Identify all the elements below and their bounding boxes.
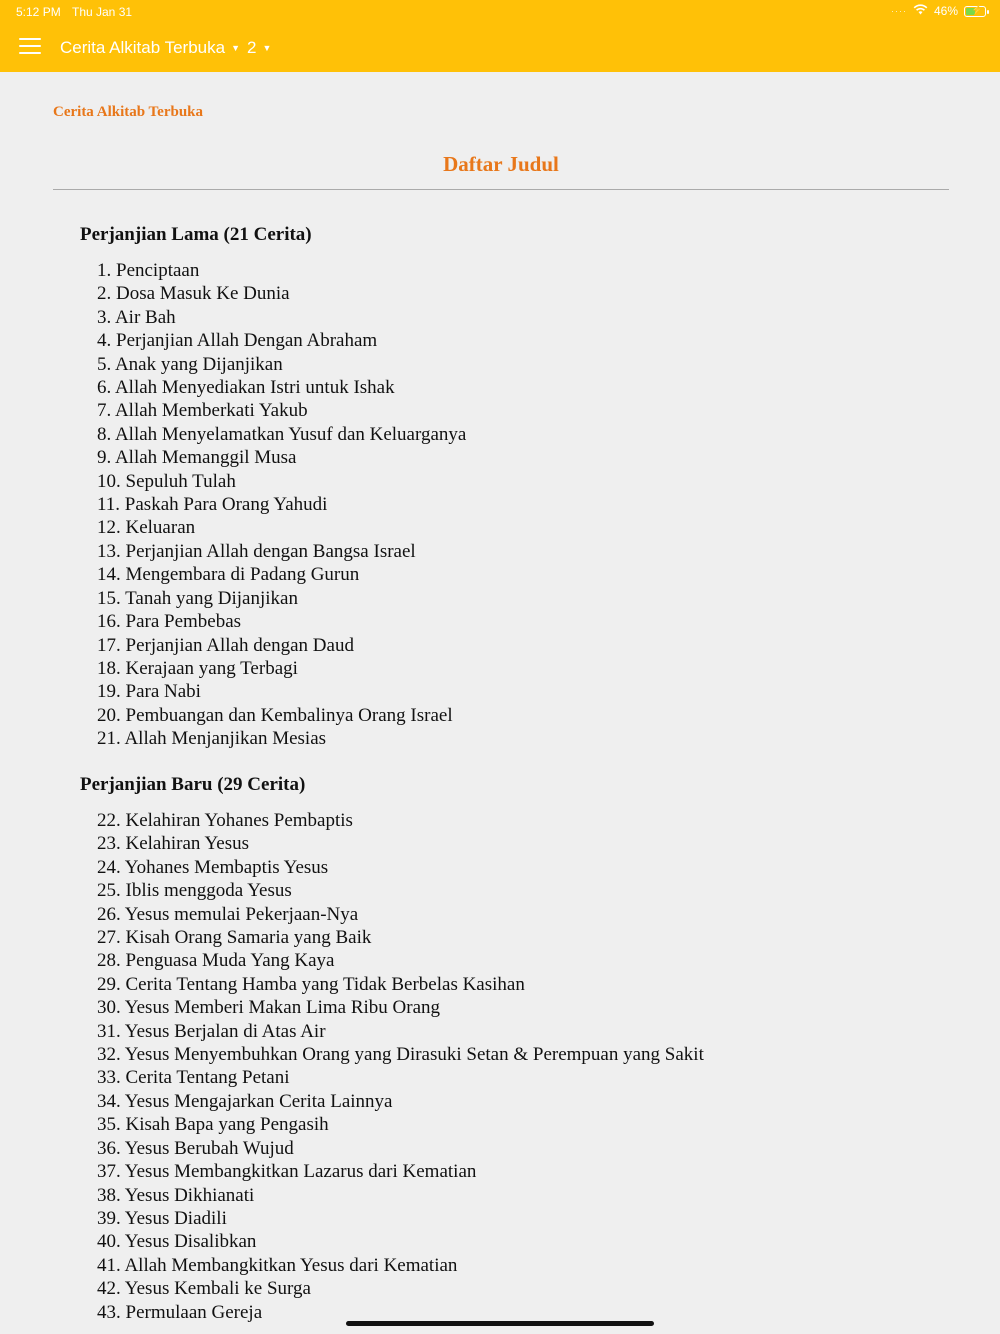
home-indicator: [346, 1321, 654, 1326]
story-list-item[interactable]: 6. Allah Menyediakan Istri untuk Ishak: [97, 377, 395, 399]
story-list-item[interactable]: 36. Yesus Berubah Wujud: [97, 1137, 294, 1159]
status-right: [891, 4, 986, 18]
caret-down-icon: ▼: [231, 43, 240, 53]
caret-down-icon: ▼: [262, 43, 272, 53]
story-list-item[interactable]: 28. Penguasa Muda Yang Kaya: [97, 950, 335, 972]
story-list-item[interactable]: 3. Air Bah: [97, 306, 176, 328]
story-list-item[interactable]: 38. Yesus Dikhianati: [97, 1184, 255, 1206]
story-list-item[interactable]: 35. Kisah Bapa yang Pengasih: [97, 1114, 329, 1136]
story-list-item[interactable]: 9. Allah Memanggil Musa: [97, 447, 297, 469]
story-list-item[interactable]: 43. Permulaan Gereja: [97, 1301, 263, 1323]
story-list-item[interactable]: 25. Iblis menggoda Yesus: [97, 880, 292, 902]
story-list-old-testament: [97, 259, 466, 751]
book-selector[interactable]: [60, 38, 240, 58]
signal-icon: ····: [890, 6, 907, 16]
story-list-item[interactable]: 12. Keluaran: [97, 517, 196, 539]
story-list-item[interactable]: 29. Cerita Tentang Hamba yang Tidak Berbelas Kasihan: [97, 973, 525, 995]
story-list-item[interactable]: 22. Kelahiran Yohanes Pembaptis: [97, 810, 353, 831]
story-list-item[interactable]: 20. Pembuangan dan Kembalinya Orang Israel: [97, 704, 453, 726]
story-list-item[interactable]: 8. Allah Menyelamatkan Yusuf dan Keluarganya: [97, 423, 467, 445]
battery-icon: ⚡: [964, 6, 986, 17]
story-list-item[interactable]: 2. Dosa Masuk Ke Dunia: [97, 283, 290, 305]
story-list-item[interactable]: 27. Kisah Orang Samaria yang Baik: [97, 927, 372, 949]
hamburger-menu-button[interactable]: [19, 38, 41, 56]
story-list-item[interactable]: 24. Yohanes Membaptis Yesus: [97, 856, 329, 878]
section-heading-old-testament: Perjanjian Lama (21 Cerita): [80, 224, 312, 245]
story-list-item[interactable]: 42. Yesus Kembali ke Surga: [97, 1278, 311, 1300]
story-list-item[interactable]: 17. Perjanjian Allah dengan Daud: [97, 634, 354, 656]
status-date: Thu Jan 31: [72, 5, 133, 19]
story-list-item[interactable]: 26. Yesus memulai Pekerjaan-Nya: [97, 903, 359, 925]
chapter-selector-label: 2: [247, 38, 257, 57]
story-list-item[interactable]: 5. Anak yang Dijanjikan: [97, 353, 283, 375]
story-list-item[interactable]: 19. Para Nabi: [97, 681, 201, 703]
story-list-item[interactable]: 1. Penciptaan: [97, 260, 200, 281]
story-list-item[interactable]: 39. Yesus Diadili: [97, 1207, 227, 1229]
section-heading-new-testament: Perjanjian Baru (29 Cerita): [80, 774, 306, 795]
story-list-item[interactable]: 13. Perjanjian Allah dengan Bangsa Israel: [97, 540, 416, 562]
story-list-item[interactable]: 10. Sepuluh Tulah: [97, 470, 236, 492]
story-list-item[interactable]: 41. Allah Membangkitkan Yesus dari Kematian: [97, 1254, 458, 1276]
chapter-selector[interactable]: [247, 38, 271, 58]
story-list-item[interactable]: 31. Yesus Berjalan di Atas Air: [97, 1020, 326, 1042]
wifi-icon: [913, 4, 928, 18]
story-list-item[interactable]: 23. Kelahiran Yesus: [97, 833, 249, 855]
story-list-item[interactable]: 11. Paskah Para Orang Yahudi: [97, 494, 328, 516]
story-list-item[interactable]: 32. Yesus Menyembuhkan Orang yang Dirasuki Setan & Perempuan yang Sakit: [97, 1044, 704, 1066]
story-list-new-testament: [97, 809, 704, 1324]
book-selector-label: Cerita Alkitab Terbuka: [60, 38, 226, 57]
divider: [53, 189, 949, 190]
story-list-item[interactable]: 14. Mengembara di Padang Gurun: [97, 564, 360, 586]
story-list-item[interactable]: 30. Yesus Memberi Makan Lima Ribu Orang: [97, 997, 441, 1019]
story-list-item[interactable]: 33. Cerita Tentang Petani: [97, 1067, 290, 1089]
story-list-item[interactable]: 18. Kerajaan yang Terbagi: [97, 657, 298, 679]
top-toolbar: [0, 0, 1000, 72]
story-list-item[interactable]: 4. Perjanjian Allah Dengan Abraham: [97, 330, 378, 352]
story-list-item[interactable]: 40. Yesus Disalibkan: [97, 1231, 257, 1253]
page-title: Daftar Judul: [443, 152, 559, 176]
story-list-item[interactable]: 15. Tanah yang Dijanjikan: [97, 587, 298, 609]
battery-percent: 46%: [933, 4, 958, 18]
story-list-item[interactable]: 34. Yesus Mengajarkan Cerita Lainnya: [97, 1090, 393, 1112]
app-label: Cerita Alkitab Terbuka: [53, 104, 204, 120]
story-list-item[interactable]: 37. Yesus Membangkitkan Lazarus dari Kematian: [97, 1161, 477, 1183]
story-list-item[interactable]: 16. Para Pembebas: [97, 611, 242, 633]
story-list-item[interactable]: 21. Allah Menjanjikan Mesias: [97, 728, 327, 750]
status-time: 5:12 PM: [16, 5, 61, 19]
story-list-item[interactable]: 7. Allah Memberkati Yakub: [97, 400, 308, 422]
